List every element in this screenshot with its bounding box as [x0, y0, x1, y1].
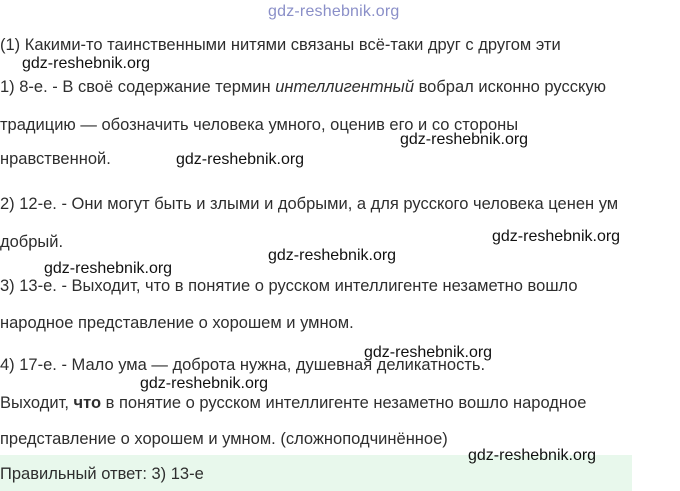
watermark: gdz-reshebnik.org: [400, 131, 529, 148]
text-line-2: [0, 76, 606, 98]
watermark: gdz-reshebnik.org: [44, 260, 173, 277]
text-line-11: представление о хорошем и умном. (сложноподчинённое): [0, 430, 448, 448]
watermark: gdz-reshebnik.org: [22, 55, 151, 72]
watermark: gdz-reshebnik.org: [364, 344, 493, 361]
text-line-10: [0, 392, 586, 414]
text-line-9: 4) 17-е. - Мало ума — доброта нужна, душевная деликатность.: [0, 356, 486, 374]
text-line-4: нравственной.: [0, 150, 111, 168]
watermark: gdz-reshebnik.org: [176, 151, 305, 168]
text-line-5: 2) 12-е. - Они могут быть и злыми и добрыми, а для русского человека ценен ум: [0, 195, 619, 213]
text-line-3: традицию — обозначить человека умного, оценив его и со стороны: [0, 116, 519, 134]
watermark: gdz-reshebnik.org: [492, 228, 621, 245]
text-segment: вобрал исконно русскую: [414, 78, 606, 96]
watermark-top: gdz-reshebnik.org: [268, 3, 400, 20]
text-segment: Выходит,: [0, 394, 74, 412]
answer-text: Правильный ответ: 3) 13-е: [0, 465, 204, 483]
text-segment: в понятие о русском интеллигенте незаметно вошло народное: [101, 394, 587, 412]
watermark: gdz-reshebnik.org: [468, 447, 597, 464]
text-line-1: (1) Какими-то таинственными нитями связаны всё-таки друг с другом эти: [0, 36, 561, 54]
watermark: gdz-reshebnik.org: [140, 375, 269, 392]
term-italic: интеллигентный: [275, 78, 415, 96]
text-line-7: 3) 13-е. - Выходит, что в понятие о русском интеллигенте незаметно вошло: [0, 277, 578, 295]
text-line-8: народное представление о хорошем и умном.: [0, 314, 354, 332]
text-segment: 1) 8-е. - В своё содержание термин: [0, 78, 276, 96]
text-line-6: добрый.: [0, 233, 64, 251]
bold-word: что: [73, 394, 102, 412]
watermark: gdz-reshebnik.org: [268, 247, 397, 264]
